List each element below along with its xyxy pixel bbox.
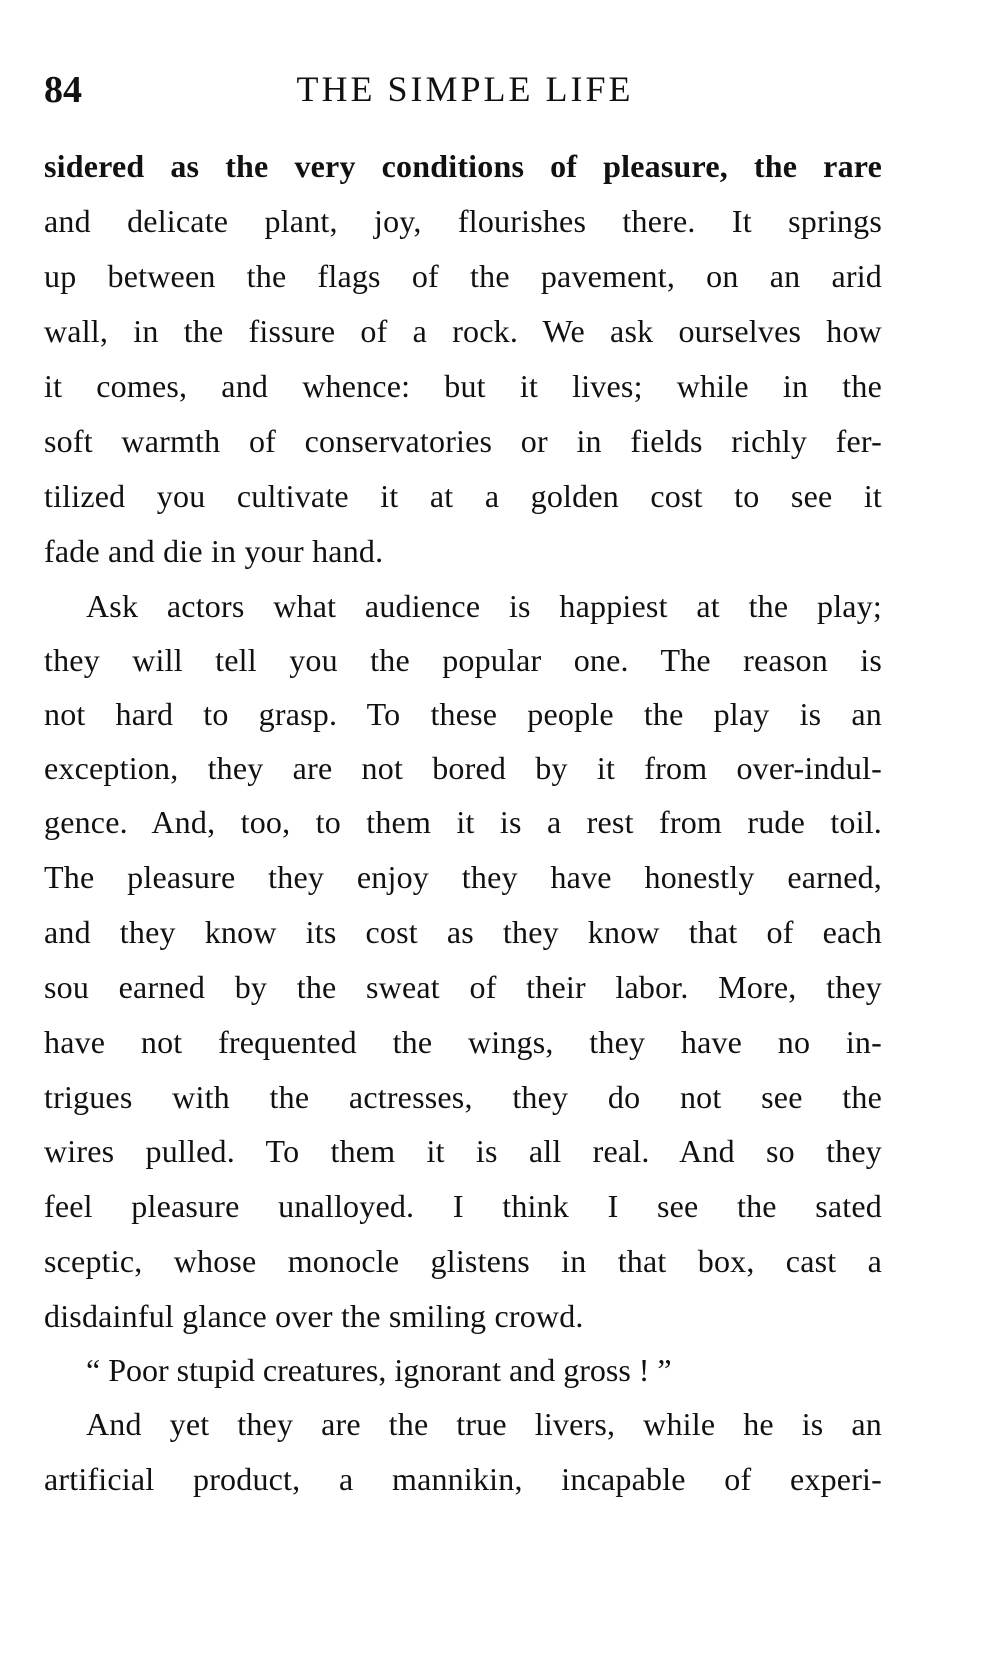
text-line: not hard to grasp. To these people the play is an [44,696,882,732]
text-line: feel pleasure unalloyed. I think I see the sated [44,1188,882,1224]
text-line: they will tell you the popular one. The reason is [44,642,882,678]
text-line: wires pulled. To them it is all real. And so they [44,1133,882,1169]
text-line: Ask actors what audience is happiest at the play; [86,588,882,624]
text-line: it comes, and whence: but it lives; while in the [44,368,882,404]
text-line: sceptic, whose monocle glistens in that box, cast a [44,1243,882,1279]
text-line: And yet they are the true livers, while he is an [86,1406,882,1442]
text-line: sidered as the very conditions of pleasure, the rare [44,148,882,184]
text-line: trigues with the actresses, they do not see the [44,1079,882,1115]
text-line: gence. And, too, to them it is a rest from rude toil. [44,804,882,840]
text-line: sou earned by the sweat of their labor. More, they [44,969,882,1005]
text-line: and they know its cost as they know that of each [44,914,882,950]
text-line: tilized you cultivate it at a golden cost to see it [44,478,882,514]
running-title: THE SIMPLE LIFE [296,69,634,109]
text-line: and delicate plant, joy, flourishes there. It springs [44,203,882,239]
text-line: exception, they are not bored by it from over-indul- [44,750,882,786]
text-line: up between the flags of the pavement, on an arid [44,258,882,294]
text-line: The pleasure they enjoy they have honestly earned, [44,859,882,895]
text-line: soft warmth of conservatories or in fields richly fer- [44,423,882,459]
page-number: 84 [44,69,82,111]
text-line: wall, in the fissure of a rock. We ask ourselves how [44,313,882,349]
text-line: have not frequented the wings, they have no in- [44,1024,882,1060]
text-line: fade and die in your hand. [44,533,384,569]
quoted-line: “ Poor stupid creatures, ignorant and gross ! ” [86,1352,672,1388]
text-line: disdainful glance over the smiling crowd. [44,1298,584,1334]
text-line: artificial product, a mannikin, incapable of experi- [44,1461,882,1497]
